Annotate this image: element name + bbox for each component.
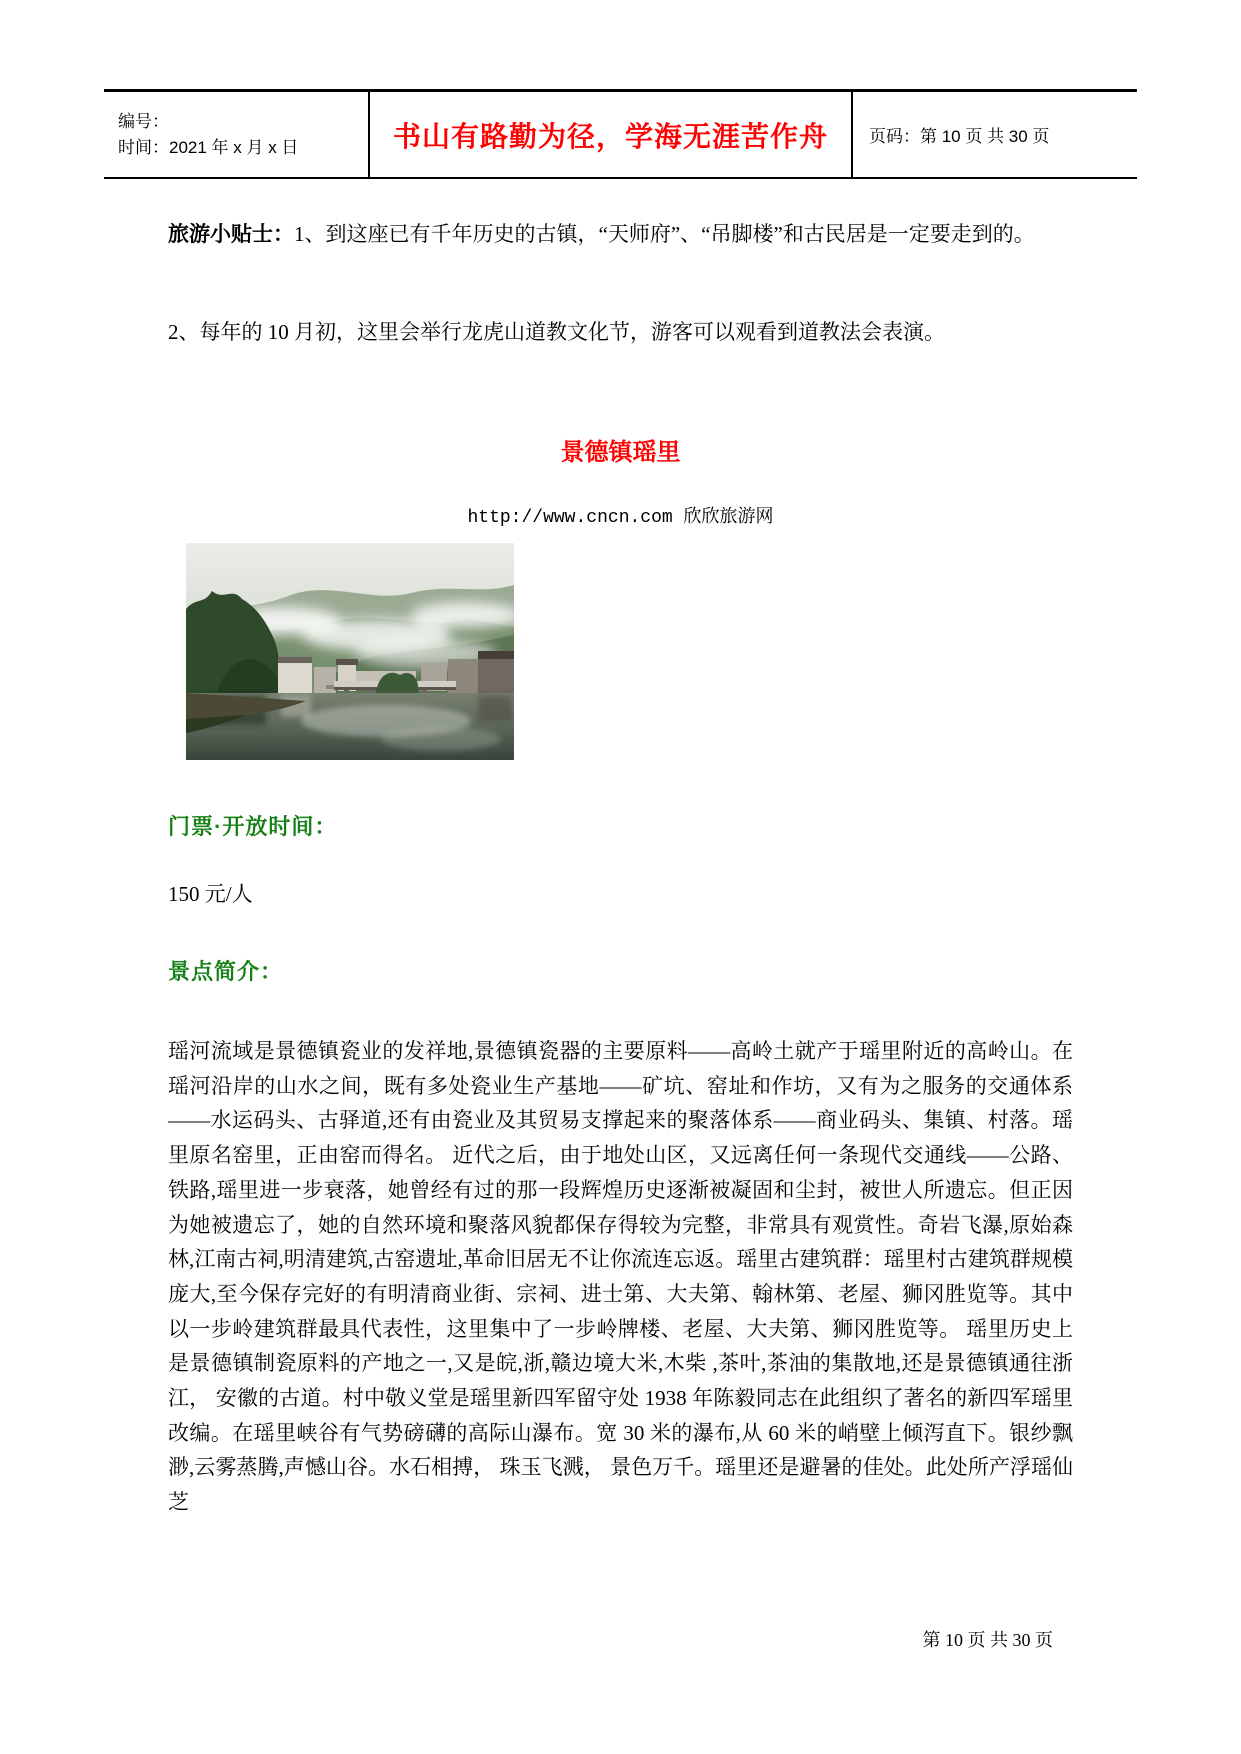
doc-number-label: 编号： bbox=[118, 111, 169, 131]
header-info-cell bbox=[104, 92, 368, 177]
travel-tips-paragraph bbox=[168, 212, 1073, 256]
header-motto: 书山有路勤为径，学海无涯苦作舟 bbox=[368, 92, 853, 177]
ticket-hours-heading: 门票·开放时间： bbox=[168, 814, 338, 839]
header-table bbox=[104, 89, 1137, 179]
scenic-photo bbox=[186, 543, 514, 760]
article-title: 景德镇瑶里 bbox=[560, 440, 681, 466]
header-page-label: 页码：第 10 页 共 30 页 bbox=[869, 127, 1050, 146]
intro-paragraph: 瑶河流域是景德镇瓷业的发祥地,景德镇瓷器的主要原料——高岭土就产于瑶里附近的高岭山。在瑶河沿岸的山水之间，既有多处瓷业生产基地——矿坑、窑址和作坊，又有为之服务的交通体系——水运码头、古驿道,还有由瓷业及其贸易支撑起来的聚落体系——商业码头、集镇、村落。瑶里原名窑里，正由窑而得名。 近代之后，由于地处山区，又远离任何一条现代交通线——公路、铁路,瑶里进一步衰落，她曾经有过的那一段辉煌历史逐渐被凝固和尘封，被世人所遗忘。但正因为她被遗忘了，她的自然环境和聚落风貌都保存得较为完整，非常具有观赏性。奇岩飞瀑,原始森林,江南古祠,明清建筑,古窑遗址,革命旧居无不让你流连忘返。瑶里古建筑群：瑶里村古建筑群规模庞大,至今保存完好的有明清商业街、宗祠、进士第、大夫第、翰林第、老屋、狮冈胜览等。其中以一步岭建筑群最具代表性，这里集中了一步岭牌楼、老屋、大夫第、狮冈胜览等。 瑶里历史上是景德镇制瓷原料的产地之一,又是皖,浙,赣边境大米,木柴 ,茶叶,茶油的集散地,还是景德镇通往浙江， 安徽的古道。村中敬义堂是瑶里新四军留守处 1938 年陈毅同志在此组织了著名的新四军瑶里改编。在瑶里峡谷有气势磅礴的高际山瀑布。宽 30 米的瀑布,从 60 米的峭壁上倾泻直下。银纱飘渺,云雾蒸腾,声憾山谷。水石相搏， 珠玉飞溅， 景色万千。瑶里还是避暑的佳处。此处所产浮瑶仙芝 bbox=[168, 1039, 1073, 1515]
travel-tips-label: 旅游小贴士： bbox=[168, 222, 294, 246]
travel-tip-2: 2、每年的 10 月初，这里会举行龙虎山道教文化节，游客可以观看到道教法会表演。 bbox=[168, 320, 945, 344]
footer-page-info: 第 10 页 共 30 页 bbox=[922, 1630, 1053, 1650]
travel-tip-1: 1、到这座已有千年历史的古镇，“天师府”、“吊脚楼”和古民居是一定要走到的。 bbox=[294, 222, 1035, 246]
doc-time-label: 时间：2021 年 x 月 x 日 bbox=[118, 137, 299, 157]
ticket-price: 150 元/人 bbox=[168, 882, 253, 906]
intro-heading: 景点简介： bbox=[168, 959, 284, 984]
source-url-line: http://www.cncn.com 欣欣旅游网 bbox=[467, 508, 774, 528]
